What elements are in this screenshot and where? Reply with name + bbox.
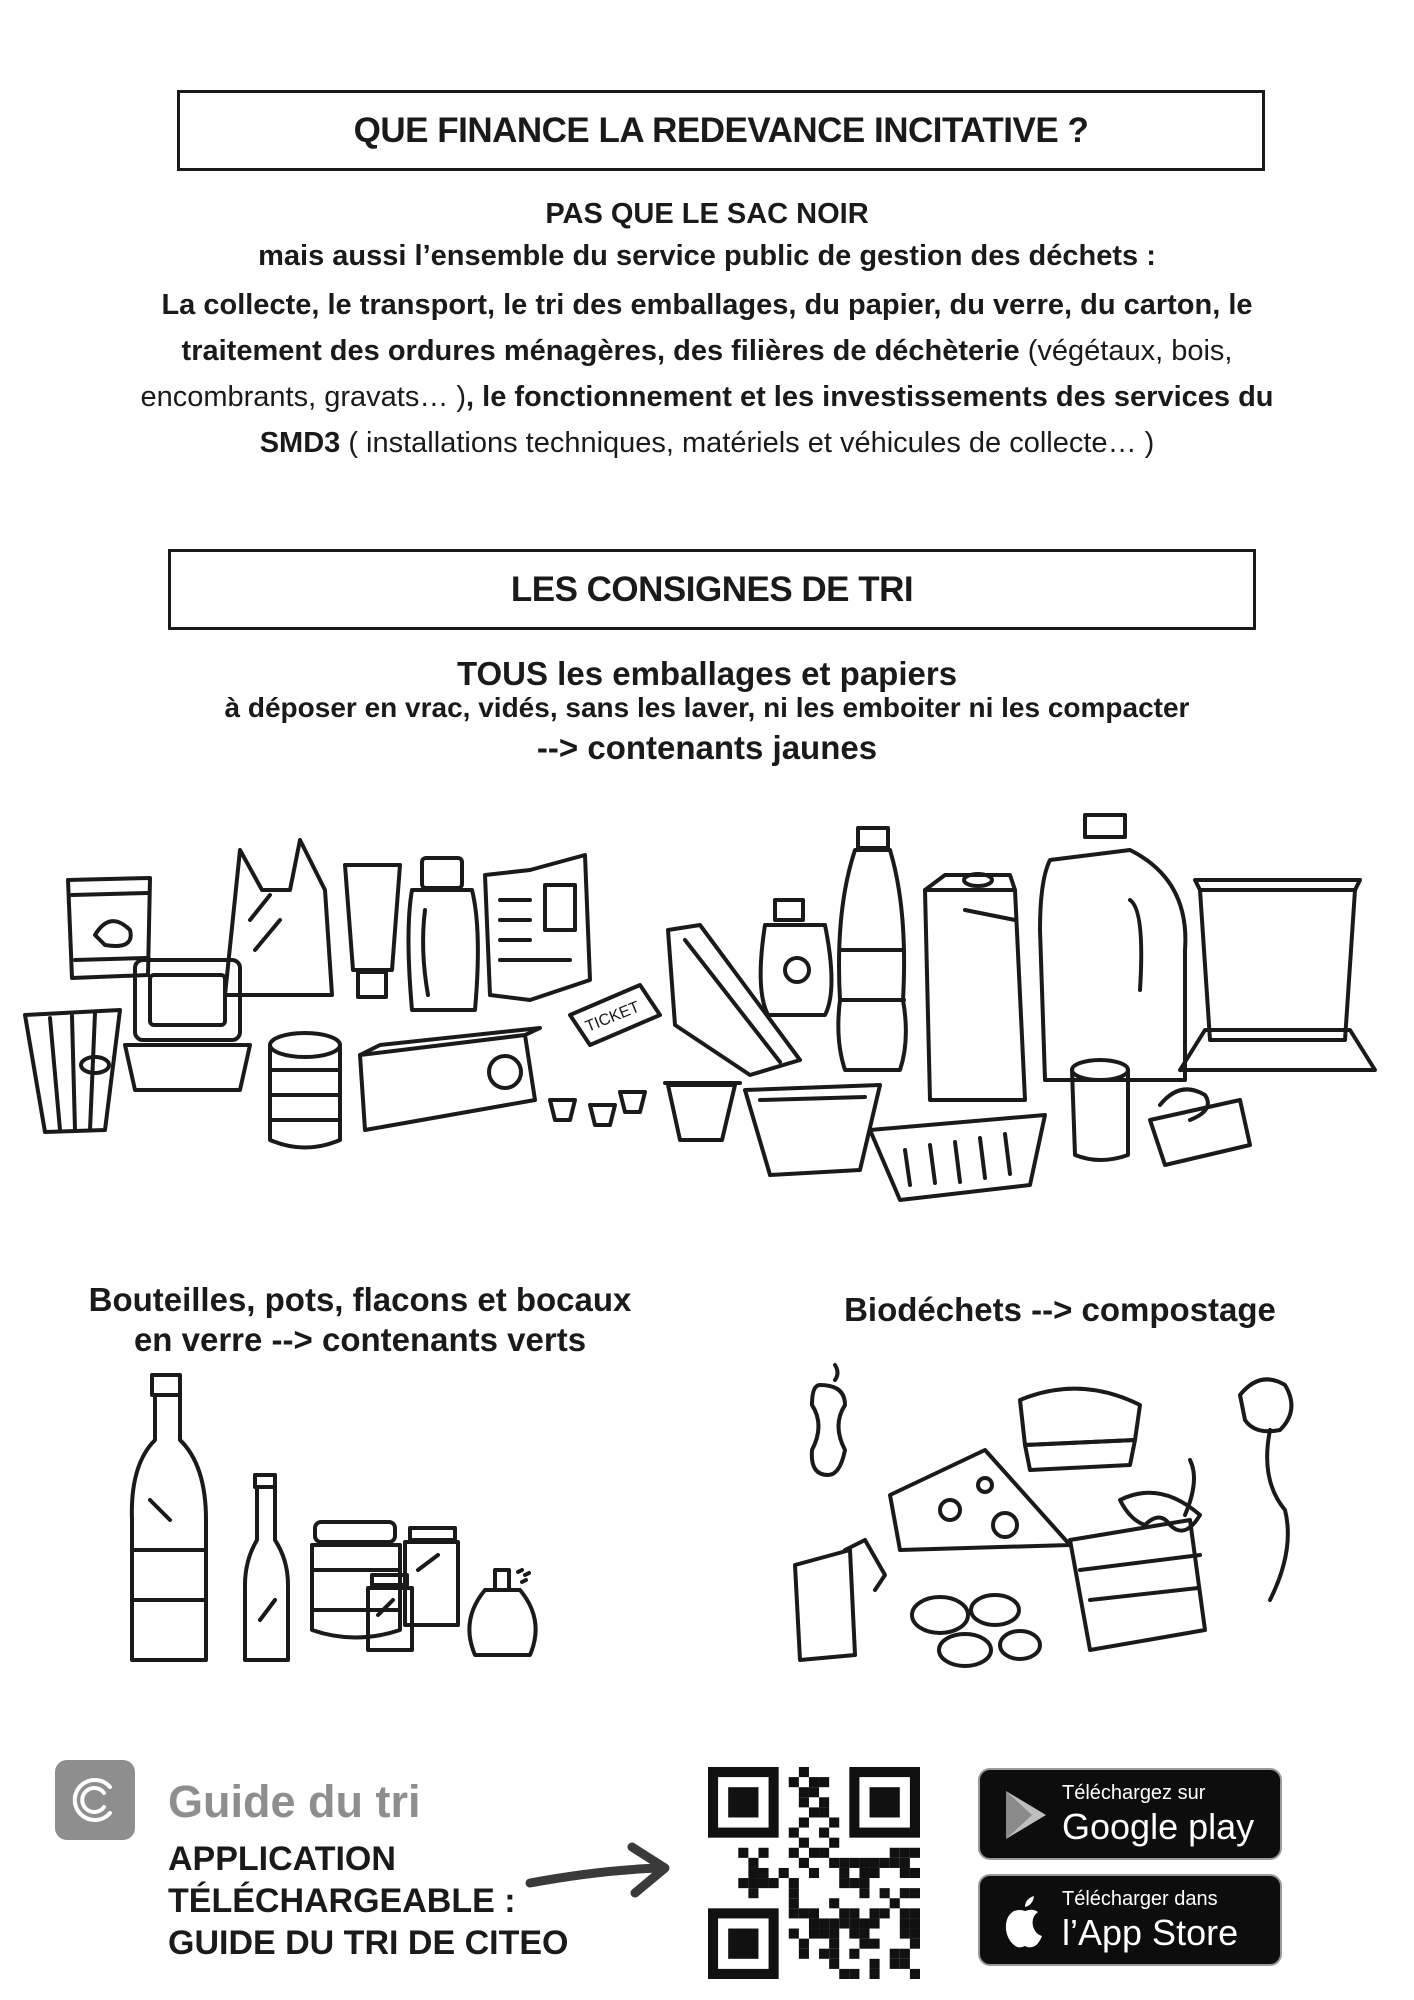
apple-icon bbox=[1000, 1892, 1050, 1950]
finance-line4 bbox=[0, 328, 1414, 374]
consignes-title-box bbox=[168, 549, 1256, 630]
apple-big-label: l’App Store bbox=[1062, 1912, 1239, 1953]
beer-bottle-icon bbox=[245, 1475, 288, 1660]
qr-code-icon[interactable] bbox=[708, 1767, 920, 1979]
ticket-label: TICKET bbox=[583, 998, 643, 1036]
consignes-heading: TOUS les emballages et papiers bbox=[456, 655, 958, 692]
packaging-illustration bbox=[0, 800, 1414, 1220]
google-play-button[interactable] bbox=[978, 1768, 1282, 1860]
finance-title: QUE FINANCE LA REDEVANCE INCITATIVE ? bbox=[353, 110, 1089, 150]
guide-title: Guide du tri bbox=[168, 1776, 421, 1827]
google-play-icon bbox=[1002, 1788, 1050, 1842]
milk-carton-icon bbox=[925, 874, 1025, 1100]
finance-line3: La collecte, le transport, le tri des emballages, du papier, du verre, du carton, le bbox=[161, 289, 1253, 321]
napkins-icon bbox=[1070, 1520, 1205, 1650]
verre-title-line2: en verre --> contenants verts bbox=[133, 1321, 587, 1358]
finance-line1: PAS QUE LE SAC NOIR bbox=[545, 198, 869, 230]
app-line2: TÉLÉCHARGEABLE : bbox=[168, 1882, 516, 1920]
google-big-label: Google play bbox=[1062, 1806, 1255, 1847]
popcorn-box-icon bbox=[25, 1010, 120, 1132]
wine-bottle-icon bbox=[132, 1375, 206, 1660]
aluminium-tray-icon bbox=[870, 1115, 1045, 1200]
bio-illustration bbox=[790, 1360, 1370, 1680]
citeo-logo bbox=[55, 1760, 135, 1840]
finance-title-box bbox=[177, 90, 1265, 171]
finance-line5-light: encombrants, gravats… ) bbox=[140, 381, 467, 413]
juice-pouch-icon bbox=[761, 900, 832, 1015]
bio-title: Biodéchets --> compostage bbox=[844, 1291, 1276, 1328]
glass-illustration bbox=[100, 1370, 600, 1670]
google-small-label: Téléchargez sur bbox=[1062, 1782, 1206, 1804]
yogurt-pot-icon bbox=[665, 1083, 740, 1140]
verre-title-line1: Bouteilles, pots, flacons et bocaux bbox=[88, 1281, 632, 1318]
pizza-slice-icon bbox=[890, 1450, 1070, 1550]
consignes-dest: --> contenants jaunes bbox=[536, 729, 878, 766]
app-line1: APPLICATION bbox=[168, 1840, 396, 1878]
apple-small-label: Télécharger dans bbox=[1062, 1888, 1218, 1910]
finance-line2: mais aussi l’ensemble du service public de gestion des déchets : bbox=[258, 240, 1156, 272]
tube-icon bbox=[345, 865, 400, 997]
detergent-jug-icon bbox=[1040, 815, 1185, 1080]
newspaper-icon bbox=[485, 855, 590, 1000]
citeo-logo-icon bbox=[70, 1775, 120, 1825]
sauce-bottle-icon bbox=[409, 858, 478, 1010]
coffee-capsule-icon bbox=[550, 1092, 645, 1125]
finance-line6 bbox=[0, 420, 1414, 466]
finance-line5 bbox=[0, 374, 1414, 420]
verre-title bbox=[40, 1280, 680, 1360]
finance-line5-bold: , le fonctionnement et les investissements des services du bbox=[466, 381, 1274, 413]
finance-line6-bold: SMD3 bbox=[259, 427, 341, 459]
app-description bbox=[168, 1838, 568, 1964]
pizza-box-icon bbox=[1180, 880, 1375, 1070]
finance-line4-bold: traitement des ordures ménagères, des filières de déchèterie bbox=[181, 335, 1020, 367]
app-store-button[interactable] bbox=[978, 1874, 1282, 1966]
finance-line4-light: (végétaux, bois, bbox=[1019, 335, 1233, 367]
sardine-tin-icon bbox=[1150, 1089, 1250, 1165]
sandwich-box-icon bbox=[668, 925, 800, 1075]
plastic-tray-icon bbox=[745, 1085, 880, 1175]
egg-shells-icon bbox=[912, 1595, 1040, 1666]
apple-core-icon bbox=[812, 1365, 845, 1475]
food-can-icon bbox=[270, 1033, 340, 1148]
jar-icon bbox=[312, 1522, 400, 1638]
consignes-sub: à déposer en vrac, vidés, sans les laver, ni les emboiter ni les compacter bbox=[224, 692, 1190, 723]
food-container-icon bbox=[125, 960, 250, 1090]
app-line3: GUIDE DU TRI DE CITEO bbox=[168, 1924, 569, 1962]
water-bottle-icon bbox=[838, 828, 906, 1070]
tea-bag-icon bbox=[795, 1540, 885, 1660]
cereal-box-icon bbox=[360, 1028, 540, 1130]
consignes-title: LES CONSIGNES DE TRI bbox=[510, 569, 914, 609]
finance-line6-light: ( installations techniques, matériels et véhicules de collecte… ) bbox=[340, 427, 1155, 459]
arrow-right-icon bbox=[520, 1835, 680, 1905]
perfume-bottle-icon bbox=[469, 1570, 535, 1655]
ticket-icon bbox=[570, 985, 660, 1045]
sandwich-icon bbox=[1020, 1389, 1140, 1470]
soda-can-icon bbox=[1072, 1060, 1128, 1160]
dead-flower-icon bbox=[1240, 1379, 1291, 1600]
